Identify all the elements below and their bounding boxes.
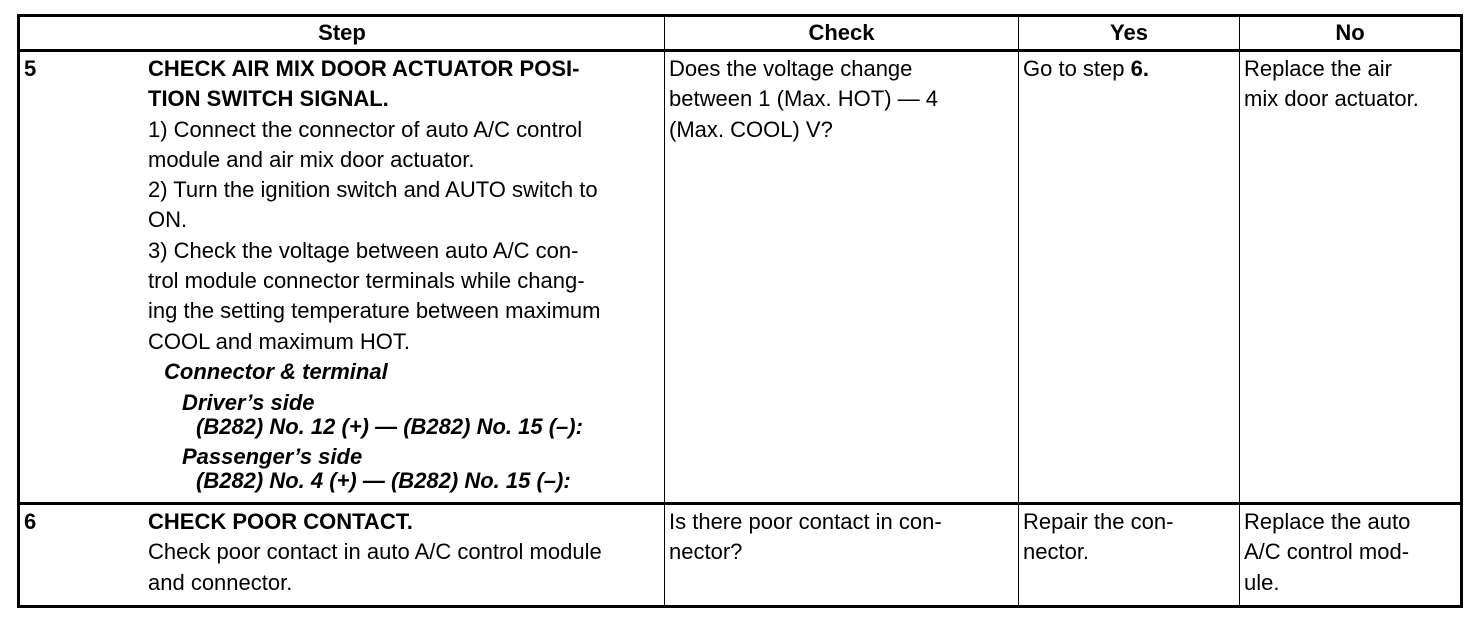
no-line: mix door actuator. — [1244, 86, 1419, 112]
header-check: Check — [665, 16, 1019, 51]
step-cell — [19, 51, 665, 504]
step-line: Check poor contact in auto A/C control module — [148, 539, 602, 565]
check-line: Is there poor contact in con- — [669, 509, 942, 534]
driver-terminals: (B282) No. 12 (+) — (B282) No. 15 (–): — [196, 413, 583, 439]
check-line: between 1 (Max. HOT) — 4 — [669, 86, 938, 112]
step-cell — [19, 504, 665, 607]
step-title: CHECK AIR MIX DOOR ACTUATOR POSI- TION SWITCH SIGNAL. — [148, 56, 580, 112]
no-line: A/C control mod- — [1244, 539, 1410, 565]
step-number: 6 — [24, 509, 37, 534]
no-line: Replace the air — [1244, 56, 1392, 81]
connector-label: Connector & terminal — [164, 358, 388, 384]
header-step: Step — [19, 16, 665, 51]
passenger-side-label: Passenger’s side — [182, 443, 363, 469]
check-cell — [665, 504, 1019, 607]
no-line: ule. — [1244, 569, 1280, 595]
check-line: nector? — [669, 539, 743, 565]
check-line: (Max. COOL) V? — [669, 116, 833, 142]
table-row — [19, 504, 1462, 607]
header-row — [19, 16, 1462, 51]
step-number: 5 — [24, 56, 37, 81]
table-row — [19, 51, 1462, 504]
no-cell — [1240, 504, 1462, 607]
step-line: and connector. — [148, 569, 293, 595]
step-title: CHECK POOR CONTACT. — [148, 509, 413, 534]
no-cell — [1240, 51, 1462, 504]
diagnostic-table — [17, 14, 1463, 608]
header-no: No — [1240, 16, 1462, 51]
no-line: Replace the auto — [1244, 509, 1411, 534]
yes-cell — [1019, 504, 1240, 607]
driver-side-label: Driver’s side — [182, 389, 315, 415]
yes-cell — [1019, 51, 1240, 504]
step-line: trol module connector terminals while chang- — [148, 268, 585, 294]
step-line: 1) Connect the connector of auto A/C control — [148, 116, 583, 142]
yes-line: nector. — [1023, 539, 1090, 565]
step-line: module and air mix door actuator. — [148, 146, 475, 172]
check-line: Does the voltage change — [669, 56, 913, 81]
step-line: ON. — [148, 207, 188, 233]
step-line: 3) Check the voltage between auto A/C con- — [148, 237, 579, 263]
step-line: ing the setting temperature between maximum — [148, 298, 601, 324]
yes-line: Repair the con- — [1023, 509, 1174, 534]
step-line: 2) Turn the ignition switch and AUTO switch to — [148, 177, 598, 203]
yes-step-ref: 6. — [1130, 56, 1149, 81]
passenger-terminals: (B282) No. 4 (+) — (B282) No. 15 (–): — [196, 467, 571, 493]
step-line: COOL and maximum HOT. — [148, 328, 411, 354]
check-cell — [665, 51, 1019, 504]
yes-text: Go to step — [1023, 56, 1131, 81]
header-yes: Yes — [1019, 16, 1240, 51]
